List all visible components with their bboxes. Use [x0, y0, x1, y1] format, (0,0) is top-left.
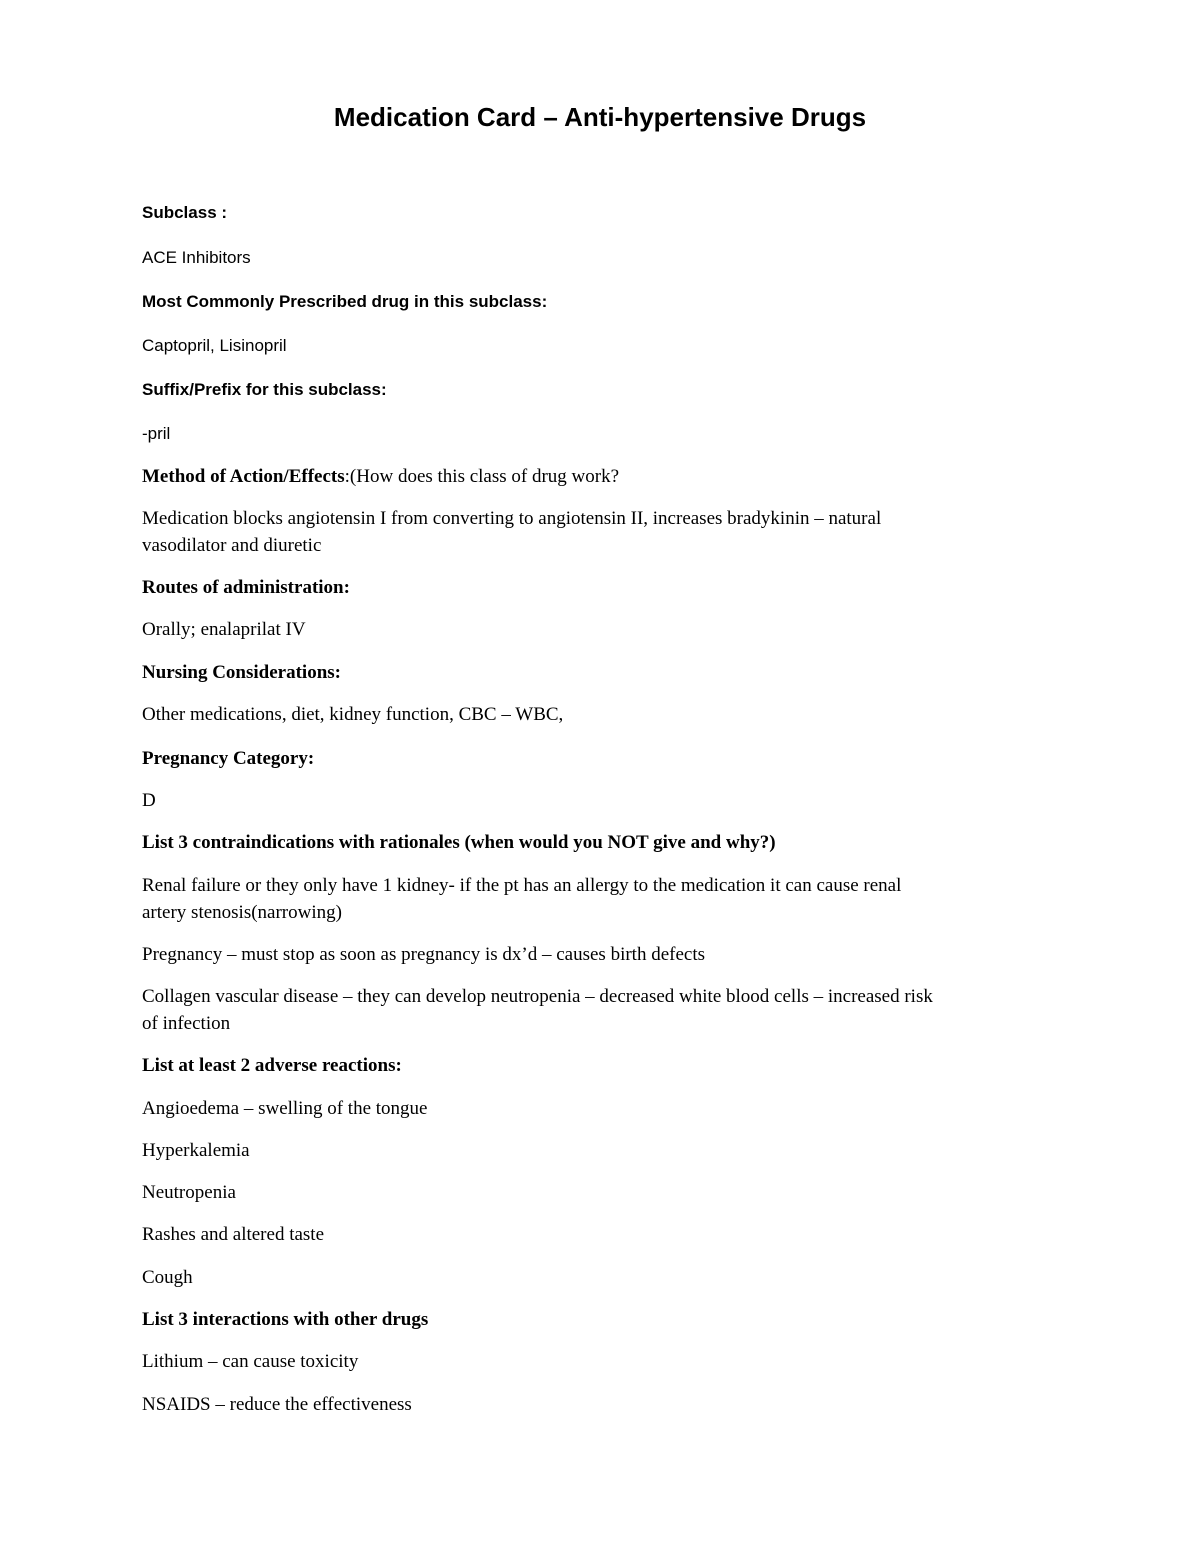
- adverse-reactions-label: List at least 2 adverse reactions:: [142, 1055, 402, 1076]
- adverse-reaction-item: Rashes and altered taste: [142, 1224, 325, 1245]
- page-title: Medication Card – Anti-hypertensive Drugs: [333, 102, 867, 132]
- common-drug-value: Captopril, Lisinopril: [142, 336, 287, 355]
- suffix-value: -pril: [142, 424, 171, 443]
- common-drug-label: Most Commonly Prescribed drug in this subclass:: [142, 292, 548, 311]
- subclass-value: ACE Inhibitors: [142, 248, 251, 267]
- subclass-label: Subclass :: [142, 203, 228, 222]
- contraindication-1-line-1: Renal failure or they only have 1 kidney- if the pt has an allergy to the medication it can cause renal: [142, 875, 902, 896]
- interactions-label: List 3 interactions with other drugs: [142, 1309, 429, 1330]
- adverse-reaction-item: Hyperkalemia: [142, 1140, 250, 1161]
- routes-value: Orally; enalaprilat IV: [142, 619, 306, 640]
- adverse-reaction-item: Cough: [142, 1267, 193, 1288]
- pregnancy-value: D: [142, 790, 156, 811]
- contraindication-1-line-2: artery stenosis(narrowing): [142, 902, 342, 923]
- suffix-label: Suffix/Prefix for this subclass:: [142, 380, 387, 399]
- contraindication-3-line-2: of infection: [142, 1013, 231, 1034]
- adverse-reaction-item: Angioedema – swelling of the tongue: [142, 1098, 428, 1119]
- interaction-item: Lithium – can cause toxicity: [142, 1351, 359, 1372]
- nursing-label: Nursing Considerations:: [142, 662, 341, 683]
- routes-label: Routes of administration:: [142, 577, 350, 598]
- method-label: Method of Action/Effects: [142, 466, 345, 487]
- method-question: :(How does this class of drug work?: [344, 466, 620, 487]
- contraindication-2: Pregnancy – must stop as soon as pregnancy is dx’d – causes birth defects: [142, 944, 706, 965]
- nursing-value: Other medications, diet, kidney function, CBC – WBC,: [142, 704, 564, 725]
- method-heading: [142, 464, 619, 490]
- method-value-line-1: Medication blocks angiotensin I from converting to angiotensin II, increases bradykinin – natural: [142, 508, 882, 529]
- pregnancy-label: Pregnancy Category:: [142, 748, 315, 769]
- interaction-item: NSAIDS – reduce the effectiveness: [142, 1394, 412, 1415]
- method-value-line-2: vasodilator and diuretic: [142, 535, 322, 556]
- contraindication-3-line-1: Collagen vascular disease – they can develop neutropenia – decreased white blood cells – increased risk: [142, 986, 933, 1007]
- contraindications-label: List 3 contraindications with rationales (when would you NOT give and why?): [142, 832, 776, 853]
- adverse-reaction-item: Neutropenia: [142, 1182, 236, 1203]
